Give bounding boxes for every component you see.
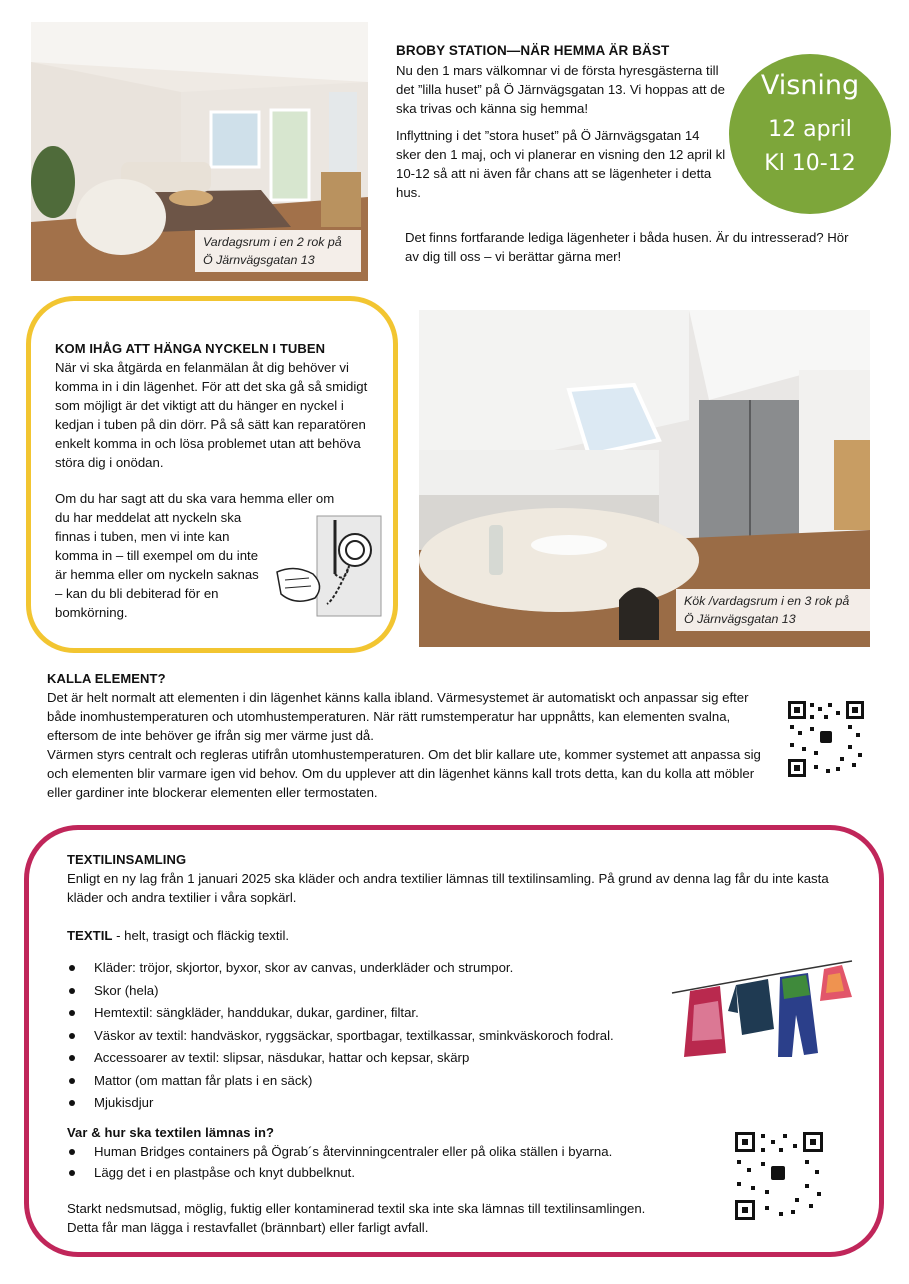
intro-heading: BROBY STATION—NÄR HEMMA ÄR BÄST [396,43,670,58]
viewing-badge [729,54,891,214]
living-room-photo [31,22,368,281]
living-room-caption: Vardagsrum i en 2 rok på Ö Järnvägsgatan 13 [195,230,361,272]
radiators-paragraph-2: Värmen styrs centralt och regleras utifrån utomhustemperaturen. Om det blir kallare ute, kommer systemet att anpassa sig och elementen blir varmare igen vid behov. Om du upplever att din lägenhet känns kall trots detta, kan du kolla att möbler eller gardiner inte blockerar elementen eller termostaten. [47,747,761,800]
viewing-badge-title: Visning [760,70,860,101]
list-item: Mattor (om mattan får plats i en säck) [67,1071,707,1094]
key-tube-paragraph-2-line1: Om du har sagt att du ska vara hemma eller om [55,491,335,506]
textile-category-desc: - helt, trasigt och fläckig textil. [112,928,290,943]
radiators-heading: KALLA ELEMENT? [47,671,166,686]
textile-intro: Enligt en ny lag från 1 januari 2025 ska kläder och andra textilier lämnas till textilinsamling. På grund av denna lag får du inte kasta kläder och andra textilier i våra sopkärl. [67,871,829,905]
radiators-paragraph-1: Det är helt normalt att elementen i din lägenhet känns kalla ibland. Värmesystemet är automatiskt och anpassar sig efter både inomhustemperaturen och utomhustemperaturen. När rätt rumstemperatur har uppnåtts, kan elementen svalna, eftersom de inte behöver ge ifrån sig mer värme just då. [47,690,749,743]
key-tube-paragraph-2: du har meddelat att nyckeln ska finnas i tuben, men vi inte kan komma in – till exempel om du inte är hemma eller om nyckeln saknas – kan du bli debiterad för en bomkörning. [55,510,259,620]
list-item: Skor (hela) [67,981,707,1004]
key-tube-illustration [275,514,383,618]
kitchen-photo [419,310,870,647]
list-item: Väskor av textil: handväskor, ryggsäckar, sportbagar, textilkassar, sminkväskoroch fodral. [67,1026,707,1049]
viewing-badge-time: Kl 10-12 [764,151,856,176]
list-item: Accessoarer av textil: slipsar, näsdukar, hattar och kepsar, skärp [67,1048,707,1071]
list-item: Mjukisdjur [67,1093,707,1116]
textile-footer-1: Starkt nedsmutsad, möglig, fuktig eller kontaminerad textil ska inte ska lämnas till textilinsamlingen. [67,1201,646,1216]
intro-paragraph-2: Inflyttning i det ”stora huset” på Ö Järnvägsgatan 14 sker den 1 maj, och vi planerar en visning den 12 april kl 10-12 så att ni även får chans att se lägenheter i detta hus. [396,128,726,200]
textile-heading: TEXTILINSAMLING [67,852,187,867]
list-item: Human Bridges containers på Ögrab´s återvinningcentraler eller på olika ställen i byarna. [67,1142,717,1163]
key-tube-heading: KOM IHÅG ATT HÄNGA NYCKELN I TUBEN [55,341,326,356]
viewing-badge-date: 12 april [768,117,852,142]
radiators-qr-code [788,701,864,777]
textile-category-line [67,926,567,945]
textile-where-heading: Var & hur ska textilen lämnas in? [67,1125,275,1140]
intro-paragraph-3: Det finns fortfarande lediga lägenheter i båda husen. Är du intresserad? Hör av dig till oss – vi berättar gärna mer! [405,230,849,264]
intro-paragraph-1: Nu den 1 mars välkomnar vi de första hyresgästerna till det ”lilla huset” på Ö Järnvägsgatan 13. Vi hoppas att de ska trivas och känna sig hemma! [396,63,725,116]
list-item: Lägg det i en plastpåse och knyt dubbelknut. [67,1163,717,1184]
textile-item-list [67,958,707,1116]
list-item: Kläder: tröjor, skjortor, byxor, skor av canvas, underkläder och strumpor. [67,958,707,981]
textile-category-label: TEXTIL [67,928,113,943]
textile-qr-code [735,1132,823,1220]
key-tube-paragraph-1: När vi ska åtgärda en felanmälan åt dig behöver vi komma in i din lägenhet. För att det ska gå så smidigt som möjligt är det viktigt att du hänger en nyckel i kedjan i tuben på din dörr. På så sätt kan reparatören enkelt komma in och lösa problemet utan att behöva störa dig i onödan. [55,360,368,470]
kitchen-caption: Kök /vardagsrum i en 3 rok på Ö Järnvägsgatan 13 [676,589,870,631]
clothesline-illustration [668,955,856,1063]
list-item: Hemtextil: sängkläder, handdukar, dukar, gardiner, filtar. [67,1003,707,1026]
textile-where-list [67,1142,717,1184]
textile-footer-2: Detta får man lägga i restavfallet (brännbart) eller farligt avfall. [67,1220,429,1235]
